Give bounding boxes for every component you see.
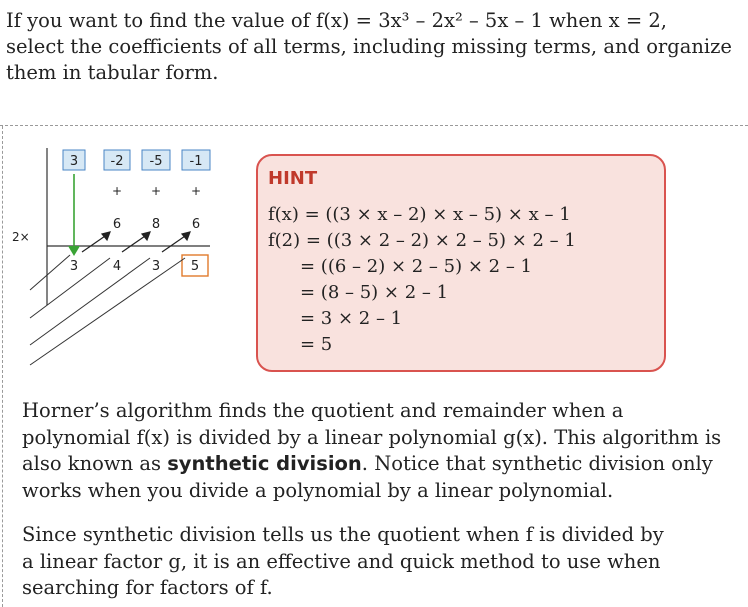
plus-sign: + <box>111 184 123 198</box>
paragraph-synthetic <box>22 522 742 602</box>
para1-line-3 <box>22 451 742 478</box>
coef-value: -1 <box>189 154 203 169</box>
horner-diagram <box>10 140 250 380</box>
diagonal-arrows <box>82 232 190 252</box>
result-value: 3 <box>69 259 79 274</box>
product-value: 6 <box>191 217 201 232</box>
intro-text <box>6 8 736 86</box>
product-value: 8 <box>151 217 161 232</box>
intro-line-1: If you want to find the value of f(x) = 3x³ – 2x² – 5x – 1 when x = 2, <box>6 9 667 32</box>
dashed-divider <box>0 125 748 126</box>
para1-line-4: works when you divide a polynomial by a linear polynomial. <box>22 478 614 502</box>
hint-line: f(x) = ((3 × x – 2) × x – 5) × x – 1 <box>268 204 571 225</box>
plus-sign: + <box>150 184 162 198</box>
hint-line: f(2) = ((3 × 2 – 2) × 2 – 5) × 2 – 1 <box>268 230 576 251</box>
hint-line: = 3 × 2 – 1 <box>300 308 403 329</box>
hint-line: = 5 <box>300 334 333 355</box>
sweep-lines <box>30 255 185 365</box>
plus-sign: + <box>190 184 202 198</box>
coefficient-row <box>63 150 210 170</box>
hint-line: = (8 – 5) × 2 – 1 <box>300 282 449 303</box>
green-arrowhead <box>68 246 80 256</box>
intro-line-2: select the coefficients of all terms, including missing terms, and organize <box>6 35 732 58</box>
dashed-left-border <box>2 126 3 607</box>
multiplier-label: 2× <box>12 230 30 244</box>
hint-title: HINT <box>268 168 318 189</box>
product-value: 6 <box>112 217 122 232</box>
coef-value: 3 <box>69 154 79 169</box>
result-value: 4 <box>112 259 122 274</box>
coef-value: -5 <box>149 154 163 169</box>
para2-line-3: searching for factors of f. <box>22 576 273 599</box>
intro-line-3: them in tabular form. <box>6 61 219 84</box>
para1-line-2: polynomial f(x) is divided by a linear polynomial g(x). This algorithm is <box>22 425 722 449</box>
para1-line-1: Horner’s algorithm finds the quotient and remainder when a <box>22 399 624 422</box>
synthetic-division-term: synthetic division <box>167 452 362 475</box>
para1-line-3-b: . Notice that synthetic division only <box>361 452 713 475</box>
para2-line-1: Since synthetic division tells us the quotient when f is divided by <box>22 523 664 546</box>
paragraph-horner <box>22 398 742 504</box>
remainder-value: 5 <box>190 259 200 274</box>
coef-value: -2 <box>110 154 124 169</box>
para1-line-3-a: also known as <box>22 452 168 475</box>
para2-line-2: a linear factor g, it is an effective and quick method to use when <box>22 549 661 573</box>
hint-line: = ((6 – 2) × 2 – 5) × 2 – 1 <box>300 256 532 277</box>
result-value: 3 <box>151 259 161 274</box>
